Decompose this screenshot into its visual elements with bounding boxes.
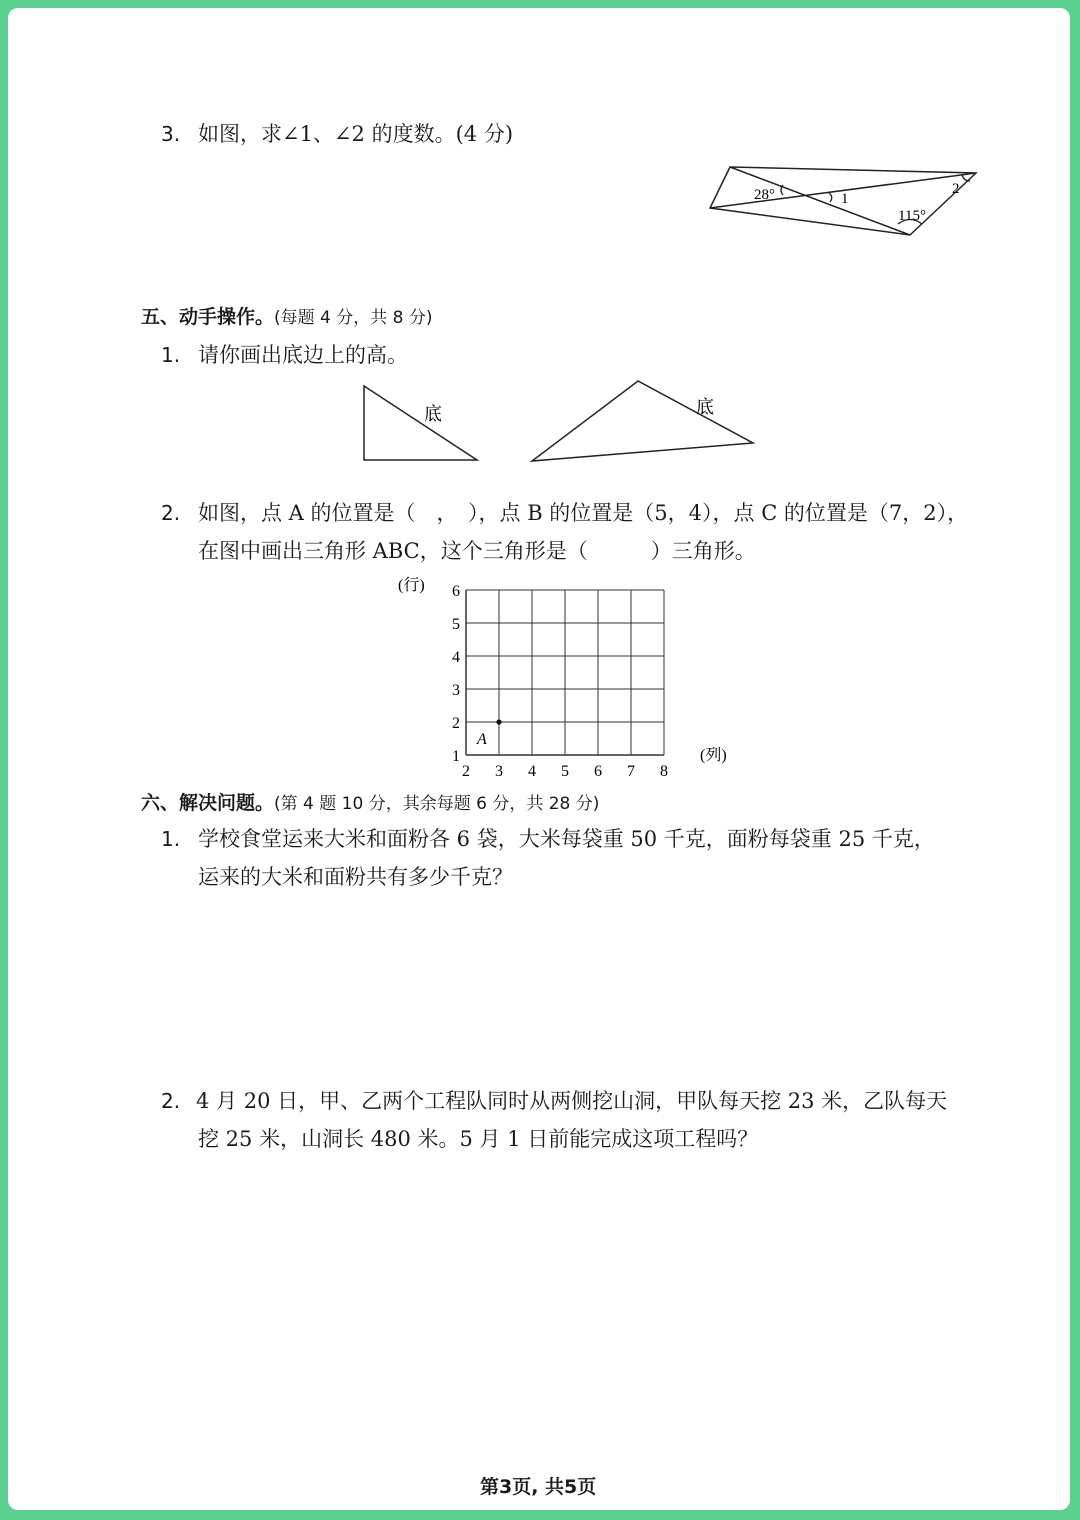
angle-label-1: 1 (841, 191, 849, 207)
question-text-line1: 4 月 20 日，甲、乙两个工程队同时从两侧挖山洞，甲队每天挖 23 米，乙队每天 (196, 1089, 948, 1113)
grid-lines (466, 590, 664, 755)
obtuse-triangle-figure (528, 373, 768, 478)
angle-label-2: 2 (952, 181, 960, 197)
section-6-title: 六、解决问题。 (141, 792, 275, 814)
x-tick-label: 2 (462, 763, 470, 776)
angle-label-115: 115° (898, 208, 926, 224)
point-a-marker (496, 719, 501, 724)
base-label: 底 (696, 397, 714, 417)
x-tick-label: 8 (660, 763, 668, 776)
exam-page (8, 8, 1070, 1510)
y-tick-label: 2 (452, 715, 460, 732)
question-text-line1: 学校食堂运来大米和面粉各 6 袋，大米每袋重 50 千克，面粉每袋重 25 千克， (198, 827, 935, 851)
section-5-title: 五、动手操作。 (141, 306, 275, 328)
question-text: 请你画出底边上的高。 (198, 343, 408, 367)
question-number: 3. (161, 122, 181, 146)
question-text-line2: 在图中画出三角形 ABC，这个三角形是（ ）三角形。 (198, 539, 756, 563)
question-text: 如图，求∠1、∠2 的度数。(4 分) (198, 122, 514, 146)
y-tick-label: 4 (452, 649, 460, 666)
x-tick-label: 4 (528, 763, 536, 776)
angle-label-28: 28° (754, 187, 775, 203)
x-tick-label: 3 (495, 763, 503, 776)
section-5-heading (141, 303, 433, 332)
y-tick-label: 1 (452, 748, 460, 765)
y-tick-label: 6 (452, 583, 460, 600)
obtuse-triangle (532, 381, 753, 461)
question-text-line2: 挖 25 米，山洞长 480 米。5 月 1 日前能完成这项工程吗？ (198, 1127, 759, 1151)
page-number: 第3页, 共5页 (480, 1476, 597, 1498)
question-number: 2. (161, 501, 181, 525)
coordinate-grid (388, 576, 768, 776)
question-number: 2. (161, 1089, 181, 1113)
x-tick-label: 5 (561, 763, 569, 776)
right-triangle-figure (358, 378, 488, 473)
section-5-score: (每题 4 分，共 8 分) (274, 308, 433, 328)
col-axis-label: (列) (700, 747, 727, 764)
x-tick-label: 6 (594, 763, 602, 776)
angle-figure (698, 153, 988, 243)
y-tick-label: 5 (452, 616, 460, 633)
angle-arc-1 (829, 193, 832, 202)
point-a-label: A (477, 731, 487, 748)
question-number: 1. (161, 343, 181, 367)
question-text-line1: 如图，点 A 的位置是（ ， ），点 B 的位置是（5，4），点 C 的位置是（7，2）， (198, 501, 969, 525)
right-triangle (364, 386, 477, 460)
section-6-score: (第 4 题 10 分，其余每题 6 分，共 28 分) (274, 794, 600, 814)
angle-arc-28 (781, 185, 783, 195)
y-tick-label: 3 (452, 682, 460, 699)
section-6-heading (141, 789, 599, 818)
question-text-line2: 运来的大米和面粉共有多少千克？ (198, 865, 513, 889)
x-tick-label: 7 (627, 763, 635, 776)
question-number: 1. (161, 827, 181, 851)
row-axis-label: (行) (398, 577, 425, 594)
base-label: 底 (424, 404, 442, 424)
